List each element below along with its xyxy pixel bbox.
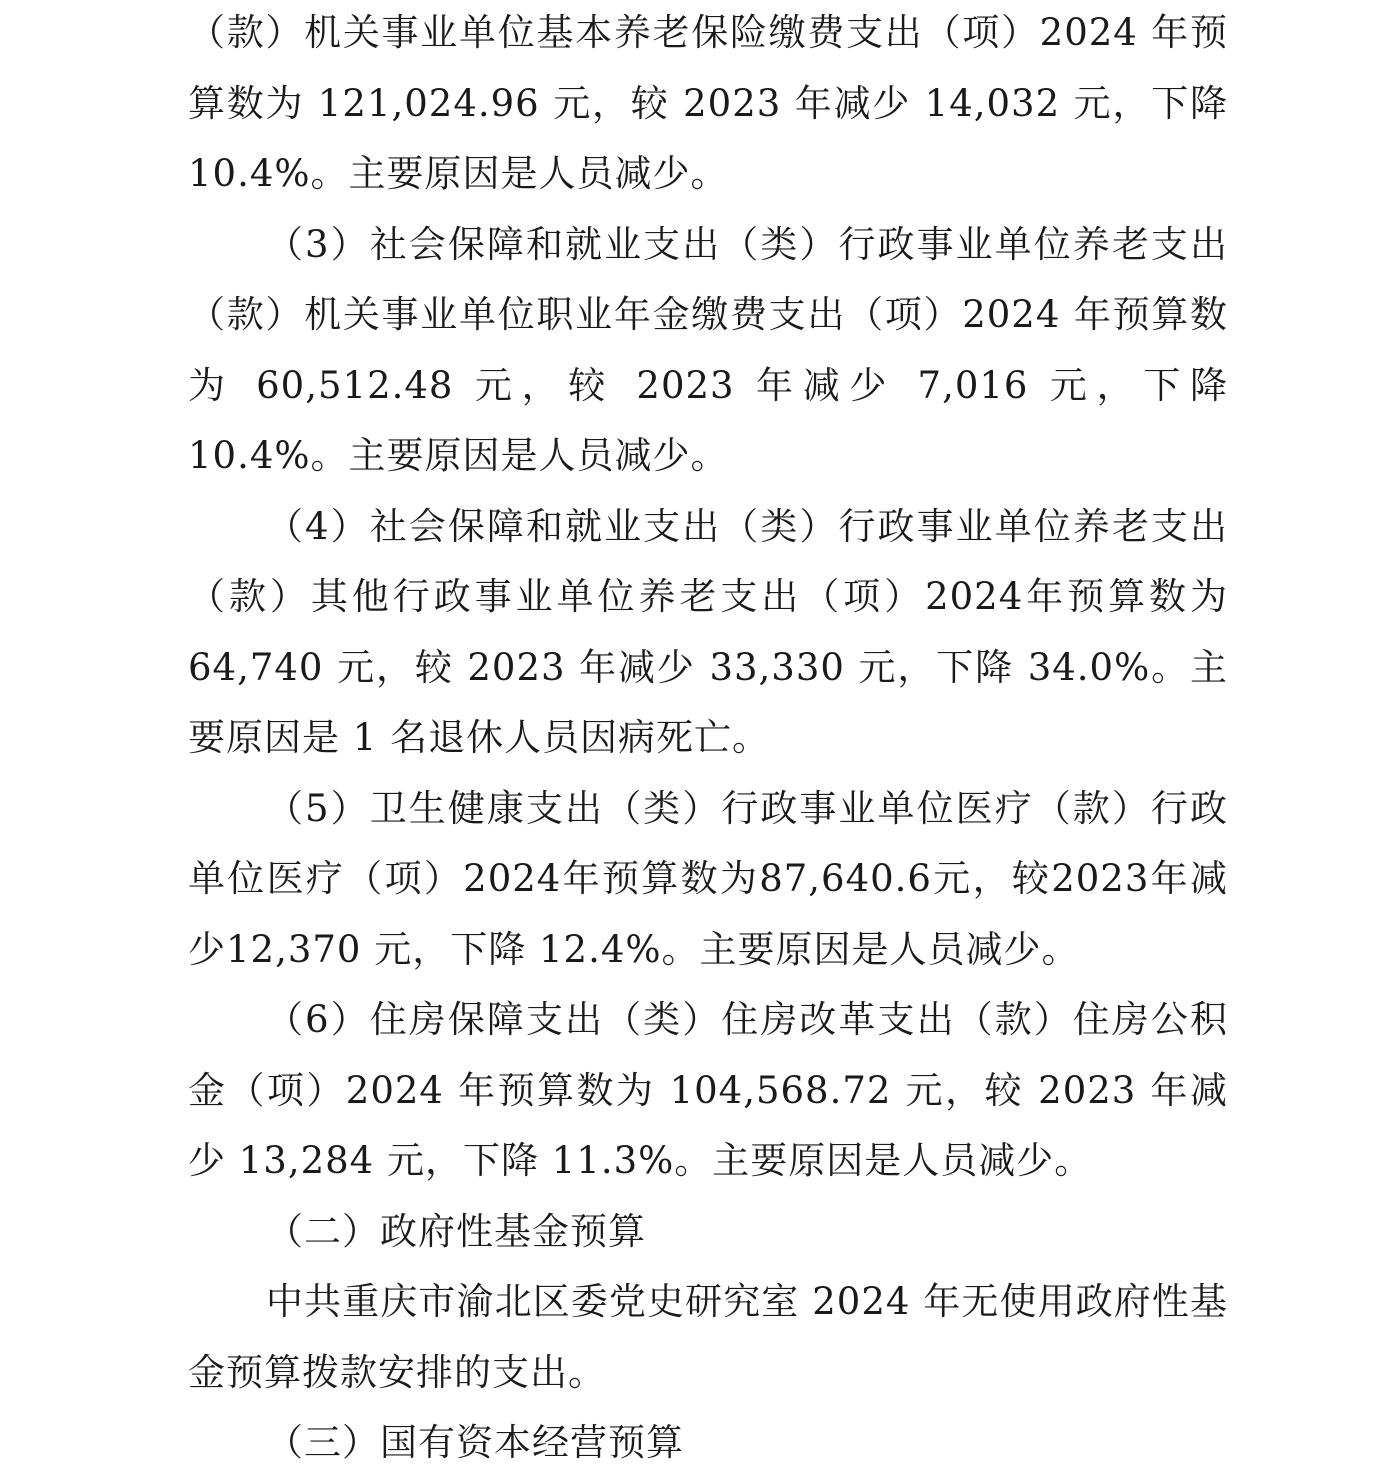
paragraph-government-fund: 中共重庆市渝北区委党史研究室 2024 年无使用政府性基金预算拨款安排的支出。: [188, 1280, 1228, 1394]
section-heading-state-capital: （三）国有资本经营预算: [266, 1421, 684, 1464]
paragraph-health-medical: （5）卫生健康支出（类）行政事业单位医疗（款）行政单位医疗（项）2024年预算数为87,640.6元，较2023年减少12,370 元，下降 12.4%。主要原因是人员减少。: [188, 786, 1228, 971]
paragraph-housing-fund: （6）住房保障支出（类）住房改革支出（款）住房公积金（项）2024 年预算数为 104,568.72 元，较 2023 年减少 13,284 元，下降 11.3%。主要原因是人员减少。: [188, 998, 1228, 1182]
section-heading-government-fund: （二）政府性基金预算: [266, 1209, 646, 1253]
paragraph-occupational-annuity: （3）社会保障和就业支出（类）行政事业单位养老支出（款）机关事业单位职业年金缴费支出（项）2024 年预算数为 60,512.48 元，较 2023 年减少 7,016 元，下降 10.4%。主要原因是人员减少。: [188, 222, 1228, 477]
paragraph-pension-insurance: （款）机关事业单位基本养老保险缴费支出（项）2024 年预算数为 121,024.96 元，较 2023 年减少 14,032 元，下降 10.4%。主要原因是人员减少。: [188, 11, 1228, 195]
document-page: [188, 0, 1228, 1479]
paragraph-other-pension: （4）社会保障和就业支出（类）行政事业单位养老支出（款）其他行政事业单位养老支出（项）2024年预算数为64,740 元，较 2023 年减少 33,330 元，下降 34.0%。主要原因是 1 名退休人员因病死亡。: [188, 504, 1228, 759]
